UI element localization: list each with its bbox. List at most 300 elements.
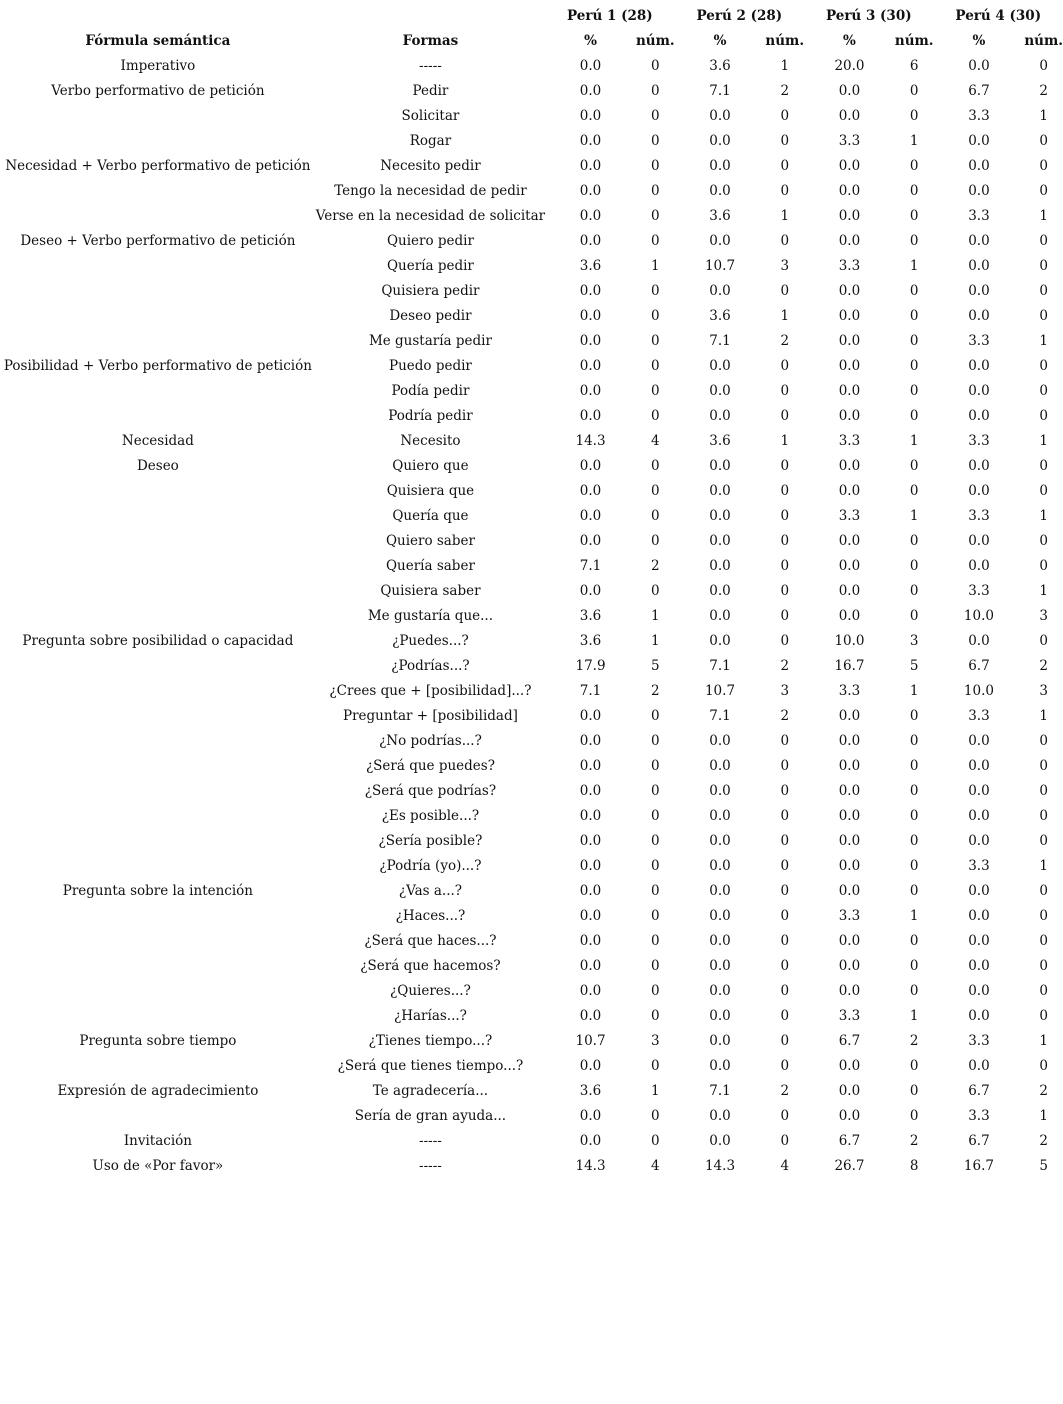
peru1-num-cell: 0 <box>650 808 660 824</box>
peru1-num-cell: 0 <box>650 233 660 249</box>
peru3-num-cell: 0 <box>909 208 919 224</box>
peru2-pct-cell: 0.0 <box>709 508 731 524</box>
peru4-pct-cell: 3.3 <box>968 708 990 724</box>
peru1-num-cell: 0 <box>650 183 660 199</box>
peru1-num-cell: 0 <box>650 358 660 374</box>
forma-cell: Deseo pedir <box>389 308 472 324</box>
peru4-num-cell: 0 <box>1039 458 1048 474</box>
group-header-row <box>0 4 1063 29</box>
peru3-num-cell: 0 <box>909 408 919 424</box>
peru4-pct-cell: 0.0 <box>968 483 990 499</box>
table-row <box>0 629 1063 654</box>
peru3-pct-cell: 3.3 <box>838 258 861 274</box>
peru3-num-cell: 0 <box>909 83 919 99</box>
peru4-pct-cell: 3.3 <box>968 1033 990 1049</box>
table-row <box>0 704 1063 729</box>
peru3-num-cell: 0 <box>909 158 919 174</box>
group-header-peru-3: Perú 3 (30) <box>825 8 912 24</box>
peru1-num-cell: 0 <box>650 283 660 299</box>
formula-cell <box>0 654 316 679</box>
table-row <box>0 929 1063 954</box>
peru4-num-cell: 1 <box>1039 1108 1048 1124</box>
peru4-pct-cell: 6.7 <box>968 1133 990 1149</box>
peru3-pct-cell: 3.3 <box>838 683 861 699</box>
peru3-num-cell: 0 <box>909 533 919 549</box>
peru1-pct-cell: 0.0 <box>579 1008 602 1024</box>
column-header-num: núm. <box>894 33 934 49</box>
peru4-pct-cell: 10.0 <box>963 683 994 699</box>
forma-cell: ¿Será que podrías? <box>364 783 497 799</box>
peru3-num-cell: 0 <box>909 1058 919 1074</box>
results-table <box>0 4 1063 1179</box>
forma-cell: Quería pedir <box>386 258 474 274</box>
peru4-pct-cell: 0.0 <box>968 983 990 999</box>
formula-cell <box>0 954 316 979</box>
formula-cell <box>0 829 316 854</box>
peru3-num-cell: 0 <box>909 383 919 399</box>
peru1-pct-cell: 0.0 <box>579 208 602 224</box>
forma-cell: ¿Crees que + [posibilidad]...? <box>329 683 532 699</box>
peru2-pct-cell: 3.6 <box>709 308 731 324</box>
peru3-pct-cell: 0.0 <box>838 983 861 999</box>
peru1-pct-cell: 0.0 <box>579 183 602 199</box>
table-row <box>0 579 1063 604</box>
peru4-pct-cell: 0.0 <box>968 833 990 849</box>
peru4-pct-cell: 3.3 <box>968 1108 990 1124</box>
peru3-pct-cell: 0.0 <box>838 233 861 249</box>
peru4-pct-cell: 10.0 <box>963 608 994 624</box>
column-header-row <box>0 29 1063 54</box>
peru4-num-cell: 0 <box>1039 808 1048 824</box>
peru3-num-cell: 0 <box>909 833 919 849</box>
table-row <box>0 354 1063 379</box>
group-header-peru-4: Perú 4 (30) <box>955 8 1042 24</box>
peru2-num-cell: 3 <box>780 683 790 699</box>
forma-cell: ¿Podría (yo)...? <box>379 858 482 874</box>
forma-cell: Solicitar <box>401 108 460 124</box>
peru4-num-cell: 0 <box>1039 383 1048 399</box>
peru2-pct-cell: 0.0 <box>709 808 731 824</box>
peru1-pct-cell: 0.0 <box>579 108 602 124</box>
peru1-num-cell: 0 <box>650 83 660 99</box>
table-row <box>0 529 1063 554</box>
forma-cell: ----- <box>419 1158 442 1174</box>
peru2-num-cell: 3 <box>780 258 790 274</box>
table-row <box>0 554 1063 579</box>
forma-cell: Podía pedir <box>391 383 470 399</box>
peru1-pct-cell: 3.6 <box>579 608 602 624</box>
peru4-num-cell: 0 <box>1039 833 1048 849</box>
forma-cell: Sería de gran ayuda... <box>354 1108 507 1124</box>
peru2-pct-cell: 3.6 <box>709 58 731 74</box>
forma-cell: Quisiera pedir <box>381 283 480 299</box>
peru2-num-cell: 0 <box>780 1133 790 1149</box>
peru3-pct-cell: 0.0 <box>838 383 861 399</box>
peru1-pct-cell: 0.0 <box>579 908 602 924</box>
formula-cell <box>0 479 316 504</box>
formula-cell: Pregunta sobre la intención <box>62 883 253 899</box>
peru2-num-cell: 0 <box>780 183 790 199</box>
peru4-num-cell: 0 <box>1039 783 1048 799</box>
peru3-pct-cell: 0.0 <box>838 833 861 849</box>
peru2-pct-cell: 7.1 <box>709 1083 731 1099</box>
formula-cell: Deseo <box>136 458 179 474</box>
column-header-num: núm. <box>765 33 805 49</box>
peru3-pct-cell: 6.7 <box>838 1033 861 1049</box>
table-row <box>0 1004 1063 1029</box>
peru3-pct-cell: 3.3 <box>838 133 861 149</box>
peru3-num-cell: 0 <box>909 458 919 474</box>
table-row <box>0 504 1063 529</box>
formula-cell <box>0 379 316 404</box>
table-row <box>0 1029 1063 1054</box>
peru1-num-cell: 2 <box>650 558 660 574</box>
peru1-pct-cell: 17.9 <box>575 658 606 674</box>
table-row <box>0 129 1063 154</box>
table-row <box>0 229 1063 254</box>
forma-cell: ¿Haces...? <box>395 908 466 924</box>
peru4-pct-cell: 0.0 <box>968 358 990 374</box>
peru1-pct-cell: 0.0 <box>579 383 602 399</box>
peru4-num-cell: 1 <box>1039 858 1048 874</box>
peru1-num-cell: 0 <box>650 133 660 149</box>
table-row <box>0 429 1063 454</box>
peru3-num-cell: 1 <box>909 258 919 274</box>
forma-cell: ¿Sería posible? <box>378 833 483 849</box>
formula-cell <box>0 779 316 804</box>
peru1-pct-cell: 0.0 <box>579 458 602 474</box>
peru4-num-cell: 0 <box>1039 958 1048 974</box>
peru1-pct-cell: 3.6 <box>579 633 602 649</box>
forma-cell: ¿Será que tienes tiempo...? <box>337 1058 524 1074</box>
formula-cell <box>0 904 316 929</box>
peru2-pct-cell: 0.0 <box>709 108 731 124</box>
peru3-num-cell: 1 <box>909 433 919 449</box>
peru3-pct-cell: 0.0 <box>838 533 861 549</box>
peru1-num-cell: 0 <box>650 1058 660 1074</box>
peru4-num-cell: 0 <box>1039 58 1048 74</box>
peru4-num-cell: 0 <box>1039 483 1048 499</box>
peru4-pct-cell: 0.0 <box>968 183 990 199</box>
peru4-pct-cell: 0.0 <box>968 883 990 899</box>
forma-cell: Quisiera saber <box>380 583 481 599</box>
forma-cell: Quiero pedir <box>386 233 474 249</box>
peru3-num-cell: 0 <box>909 333 919 349</box>
peru1-pct-cell: 0.0 <box>579 283 602 299</box>
peru1-pct-cell: 0.0 <box>579 1108 602 1124</box>
forma-cell: ¿Es posible...? <box>381 808 480 824</box>
peru2-num-cell: 0 <box>780 383 790 399</box>
peru2-num-cell: 0 <box>780 933 790 949</box>
peru4-num-cell: 0 <box>1039 233 1048 249</box>
peru2-pct-cell: 0.0 <box>709 1008 731 1024</box>
peru3-pct-cell: 0.0 <box>838 883 861 899</box>
peru2-pct-cell: 0.0 <box>709 183 731 199</box>
peru4-num-cell: 0 <box>1039 883 1048 899</box>
peru1-num-cell: 0 <box>650 783 660 799</box>
peru2-pct-cell: 0.0 <box>709 783 731 799</box>
peru4-pct-cell: 16.7 <box>963 1158 994 1174</box>
peru4-num-cell: 0 <box>1039 533 1048 549</box>
peru4-num-cell: 1 <box>1039 583 1048 599</box>
peru4-num-cell: 0 <box>1039 733 1048 749</box>
forma-cell: Quería saber <box>385 558 475 574</box>
peru2-num-cell: 0 <box>780 1058 790 1074</box>
peru3-num-cell: 0 <box>909 283 919 299</box>
table-row <box>0 279 1063 304</box>
peru4-num-cell: 1 <box>1039 433 1048 449</box>
peru1-num-cell: 0 <box>650 1008 660 1024</box>
peru4-pct-cell: 0.0 <box>968 958 990 974</box>
peru3-pct-cell: 0.0 <box>838 83 861 99</box>
peru2-pct-cell: 7.1 <box>709 333 731 349</box>
peru3-pct-cell: 0.0 <box>838 808 861 824</box>
empty-header-cell <box>316 4 545 29</box>
table-row <box>0 1154 1063 1179</box>
peru1-num-cell: 0 <box>650 908 660 924</box>
formula-cell <box>0 804 316 829</box>
peru2-num-cell: 0 <box>780 1033 790 1049</box>
peru2-pct-cell: 3.6 <box>709 208 731 224</box>
peru4-pct-cell: 0.0 <box>968 233 990 249</box>
peru4-pct-cell: 0.0 <box>968 633 990 649</box>
peru1-pct-cell: 0.0 <box>579 958 602 974</box>
peru4-pct-cell: 0.0 <box>968 908 990 924</box>
peru2-num-cell: 0 <box>780 483 790 499</box>
peru3-num-cell: 0 <box>909 308 919 324</box>
peru1-pct-cell: 0.0 <box>579 533 602 549</box>
forma-cell: Quiero saber <box>385 533 475 549</box>
peru4-num-cell: 0 <box>1039 258 1048 274</box>
peru2-num-cell: 0 <box>780 758 790 774</box>
peru3-num-cell: 5 <box>909 658 919 674</box>
peru4-num-cell: 0 <box>1039 983 1048 999</box>
peru2-num-cell: 2 <box>780 708 790 724</box>
table-row <box>0 379 1063 404</box>
peru3-num-cell: 0 <box>909 233 919 249</box>
table-row <box>0 754 1063 779</box>
peru4-pct-cell: 3.3 <box>968 508 990 524</box>
peru4-num-cell: 0 <box>1039 1058 1048 1074</box>
forma-cell: Rogar <box>409 133 452 149</box>
peru2-pct-cell: 0.0 <box>709 1108 731 1124</box>
forma-cell: Podría pedir <box>388 408 473 424</box>
peru1-num-cell: 0 <box>650 958 660 974</box>
peru4-num-cell: 1 <box>1039 508 1048 524</box>
peru1-pct-cell: 0.0 <box>579 833 602 849</box>
forma-cell: ¿Tienes tiempo...? <box>368 1033 493 1049</box>
peru2-num-cell: 0 <box>780 558 790 574</box>
peru4-pct-cell: 0.0 <box>968 933 990 949</box>
peru4-num-cell: 1 <box>1039 1033 1048 1049</box>
formula-cell <box>0 529 316 554</box>
peru3-pct-cell: 0.0 <box>838 558 861 574</box>
peru2-pct-cell: 0.0 <box>709 158 731 174</box>
peru4-pct-cell: 0.0 <box>968 733 990 749</box>
formula-cell: Expresión de agradecimiento <box>57 1083 259 1099</box>
peru2-num-cell: 2 <box>780 658 790 674</box>
group-header-peru-1: Perú 1 (28) <box>567 8 653 24</box>
formula-cell <box>0 679 316 704</box>
peru2-pct-cell: 0.0 <box>709 533 731 549</box>
peru3-pct-cell: 0.0 <box>838 933 861 949</box>
peru4-pct-cell: 3.3 <box>968 333 990 349</box>
peru2-pct-cell: 0.0 <box>709 583 731 599</box>
peru2-num-cell: 1 <box>780 433 790 449</box>
forma-cell: Me gustaría pedir <box>368 333 492 349</box>
peru1-pct-cell: 0.0 <box>579 858 602 874</box>
table-row <box>0 204 1063 229</box>
formula-cell: Pregunta sobre tiempo <box>79 1033 237 1049</box>
peru1-pct-cell: 3.6 <box>579 1083 602 1099</box>
table-body <box>0 54 1063 1179</box>
peru3-num-cell: 0 <box>909 883 919 899</box>
peru3-num-cell: 1 <box>909 683 919 699</box>
peru3-num-cell: 0 <box>909 483 919 499</box>
peru3-pct-cell: 0.0 <box>838 583 861 599</box>
peru4-num-cell: 0 <box>1039 308 1048 324</box>
peru1-num-cell: 0 <box>650 758 660 774</box>
peru4-num-cell: 0 <box>1039 133 1048 149</box>
forma-cell: Pedir <box>412 83 449 99</box>
forma-cell: Necesito pedir <box>380 158 481 174</box>
peru1-pct-cell: 0.0 <box>579 733 602 749</box>
peru2-pct-cell: 0.0 <box>709 483 731 499</box>
peru1-pct-cell: 0.0 <box>579 808 602 824</box>
column-header-num: núm. <box>1024 33 1063 49</box>
peru4-num-cell: 2 <box>1039 658 1048 674</box>
peru1-pct-cell: 0.0 <box>579 783 602 799</box>
peru2-pct-cell: 0.0 <box>709 558 731 574</box>
table-row <box>0 79 1063 104</box>
formula-cell <box>0 854 316 879</box>
peru2-pct-cell: 0.0 <box>709 408 731 424</box>
peru2-pct-cell: 0.0 <box>709 958 731 974</box>
peru3-pct-cell: 0.0 <box>838 183 861 199</box>
formula-cell <box>0 729 316 754</box>
table-row <box>0 954 1063 979</box>
peru1-pct-cell: 0.0 <box>579 708 602 724</box>
forma-cell: Quería que <box>392 508 469 524</box>
peru1-pct-cell: 0.0 <box>579 933 602 949</box>
peru3-pct-cell: 0.0 <box>838 208 861 224</box>
peru3-num-cell: 1 <box>909 908 919 924</box>
formula-cell: Pregunta sobre posibilidad o capacidad <box>22 633 294 649</box>
peru3-pct-cell: 20.0 <box>834 58 865 74</box>
forma-cell: Verse en la necesidad de solicitar <box>315 208 546 224</box>
peru4-num-cell: 0 <box>1039 158 1048 174</box>
table-row <box>0 804 1063 829</box>
peru1-num-cell: 0 <box>650 158 660 174</box>
peru2-num-cell: 0 <box>780 1008 790 1024</box>
peru2-pct-cell: 3.6 <box>709 433 731 449</box>
peru1-pct-cell: 0.0 <box>579 133 602 149</box>
peru1-pct-cell: 0.0 <box>579 983 602 999</box>
column-header-pct: % <box>584 33 597 49</box>
peru1-num-cell: 0 <box>650 833 660 849</box>
peru2-num-cell: 0 <box>780 133 790 149</box>
peru1-num-cell: 4 <box>650 433 660 449</box>
peru2-pct-cell: 0.0 <box>709 233 731 249</box>
peru4-num-cell: 1 <box>1039 108 1048 124</box>
peru2-num-cell: 0 <box>780 808 790 824</box>
peru4-pct-cell: 0.0 <box>968 808 990 824</box>
peru3-num-cell: 6 <box>909 58 919 74</box>
peru3-num-cell: 0 <box>909 983 919 999</box>
table-row <box>0 1129 1063 1154</box>
table-row <box>0 254 1063 279</box>
peru2-num-cell: 0 <box>780 1108 790 1124</box>
peru3-pct-cell: 0.0 <box>838 1108 861 1124</box>
peru1-pct-cell: 10.7 <box>575 1033 606 1049</box>
peru1-num-cell: 0 <box>650 708 660 724</box>
peru1-num-cell: 0 <box>650 308 660 324</box>
peru4-pct-cell: 0.0 <box>968 283 990 299</box>
peru1-pct-cell: 0.0 <box>579 308 602 324</box>
table-row <box>0 154 1063 179</box>
peru4-num-cell: 0 <box>1039 408 1048 424</box>
peru1-num-cell: 0 <box>650 583 660 599</box>
peru1-pct-cell: 14.3 <box>575 1158 606 1174</box>
peru3-num-cell: 0 <box>909 183 919 199</box>
formula-cell <box>0 129 316 154</box>
peru3-num-cell: 0 <box>909 608 919 624</box>
peru2-pct-cell: 0.0 <box>709 858 731 874</box>
peru4-pct-cell: 3.3 <box>968 583 990 599</box>
peru2-pct-cell: 0.0 <box>709 608 731 624</box>
peru2-num-cell: 0 <box>780 108 790 124</box>
table-row <box>0 304 1063 329</box>
peru1-num-cell: 0 <box>650 408 660 424</box>
peru2-num-cell: 2 <box>780 83 790 99</box>
peru1-num-cell: 1 <box>650 258 660 274</box>
peru1-pct-cell: 0.0 <box>579 358 602 374</box>
peru4-pct-cell: 0.0 <box>968 1058 990 1074</box>
peru1-pct-cell: 3.6 <box>579 258 602 274</box>
formula-cell <box>0 754 316 779</box>
peru2-num-cell: 0 <box>780 883 790 899</box>
peru3-num-cell: 3 <box>909 633 919 649</box>
peru3-num-cell: 0 <box>909 958 919 974</box>
peru1-num-cell: 0 <box>650 383 660 399</box>
forma-cell: ¿Puedes...? <box>392 633 469 649</box>
peru3-pct-cell: 0.0 <box>838 308 861 324</box>
peru2-pct-cell: 7.1 <box>709 708 731 724</box>
forma-cell: ¿Vas a...? <box>398 883 463 899</box>
peru2-num-cell: 1 <box>780 58 790 74</box>
peru2-pct-cell: 7.1 <box>709 658 731 674</box>
peru2-pct-cell: 0.0 <box>709 833 731 849</box>
peru4-pct-cell: 0.0 <box>968 58 990 74</box>
forma-cell: ¿No podrías...? <box>379 733 482 749</box>
peru2-num-cell: 4 <box>780 1158 790 1174</box>
peru1-num-cell: 2 <box>650 683 660 699</box>
peru3-num-cell: 0 <box>909 1108 919 1124</box>
formula-cell <box>0 1104 316 1129</box>
peru2-pct-cell: 0.0 <box>709 383 731 399</box>
peru3-num-cell: 0 <box>909 108 919 124</box>
peru1-num-cell: 0 <box>650 483 660 499</box>
peru4-pct-cell: 0.0 <box>968 383 990 399</box>
table-row <box>0 1104 1063 1129</box>
table-row <box>0 179 1063 204</box>
peru1-num-cell: 1 <box>650 608 660 624</box>
peru2-num-cell: 0 <box>780 508 790 524</box>
peru2-pct-cell: 0.0 <box>709 283 731 299</box>
table-row <box>0 979 1063 1004</box>
formula-cell <box>0 254 316 279</box>
formula-cell <box>0 279 316 304</box>
